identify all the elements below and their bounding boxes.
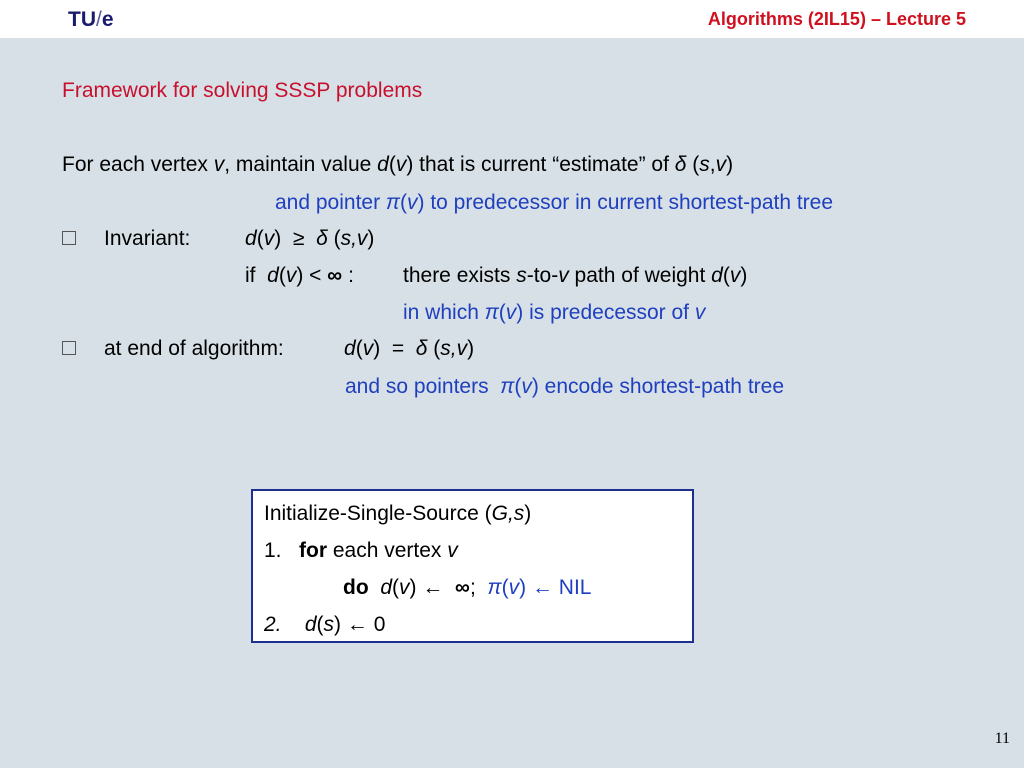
end-of-algorithm-label: at end of algorithm:	[104, 337, 284, 360]
pseudocode-box	[251, 489, 694, 643]
path-exists-line: there exists s-to-v path of weight d(v)	[403, 264, 748, 287]
predecessor-line: in which π(v) is predecessor of v	[403, 301, 706, 324]
code-line-3: do d(v) ← ∞; π(v) ← NIL	[343, 576, 592, 599]
bullet-icon	[62, 231, 76, 245]
vertex-estimate-line: For each vertex v, maintain value d(v) that is current “estimate” of δ (s,v)	[62, 153, 734, 176]
invariant-formula: d(v) ≥ δ (s,v)	[245, 227, 375, 250]
end-formula: d(v) = δ (s,v)	[344, 337, 475, 360]
code-line-2: 1. for each vertex v	[264, 539, 458, 562]
bullet-icon	[62, 341, 76, 355]
course-title: Algorithms (2IL15) – Lecture 5	[707, 9, 966, 29]
page-number: 11	[994, 730, 1010, 747]
slide-title: Framework for solving SSSP problems	[62, 79, 423, 102]
encode-line: and so pointers π(v) encode shortest-path tree	[345, 375, 785, 398]
code-line-1: Initialize-Single-Source (G,s)	[264, 502, 532, 525]
slide-body	[0, 38, 1024, 768]
slide-header	[0, 0, 1024, 38]
if-condition: if d(v) < ∞ :	[245, 264, 354, 287]
pointer-line: and pointer π(v) to predecessor in current shortest-path tree	[275, 191, 834, 214]
tue-logo: TU/e	[68, 8, 114, 31]
code-line-4: 2. d(s) ← 0	[264, 613, 386, 636]
invariant-label: Invariant:	[104, 227, 191, 250]
